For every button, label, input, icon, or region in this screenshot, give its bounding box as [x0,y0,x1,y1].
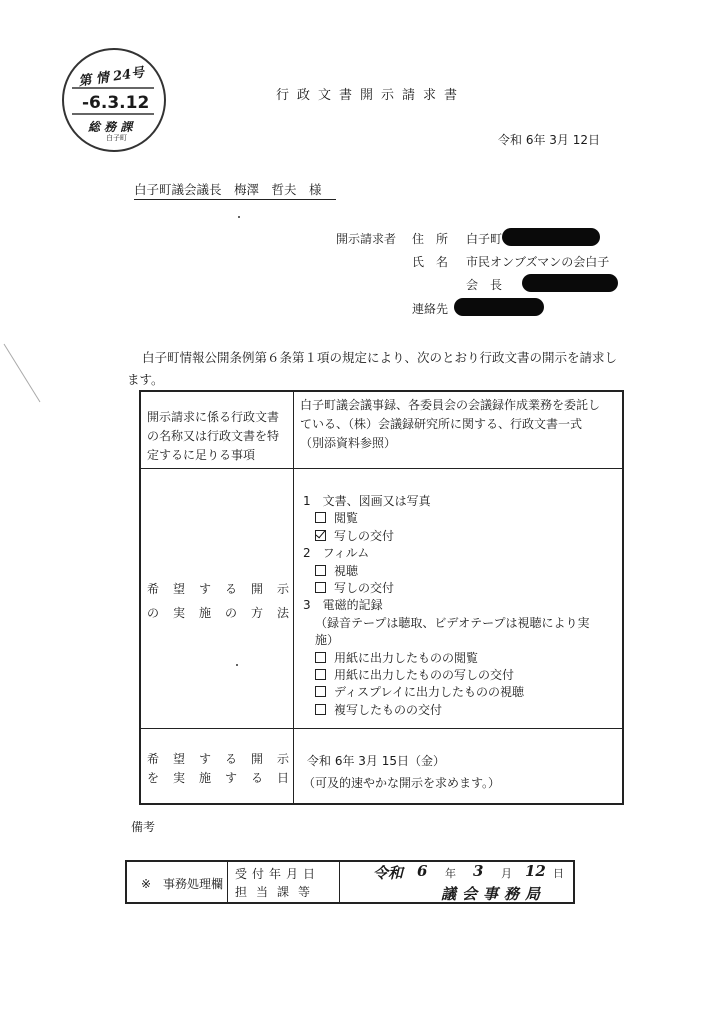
stamp-town: 白子町 [106,134,127,142]
row3-label-line: 希望する開示 [147,752,304,766]
table-row-divider [141,468,622,469]
row1-content [300,396,600,453]
option-label: ディスプレイに出力したものの視聴 [334,685,524,700]
row1-label-line: 定するに足りる事項 [147,448,256,462]
row3-content [303,750,501,794]
office-divider [339,862,340,902]
name-value: 市民オンブズマンの会白子 [466,255,610,269]
request-table [139,390,624,805]
addressee: 白子町議会議長 梅澤 哲夫 様 [134,180,336,200]
disclosure-methods [303,493,590,719]
received-section: 議会事務局 [441,885,547,903]
option-label: 複写したものの交付 [334,702,443,717]
option-row[interactable] [303,702,590,719]
section-note: 施） [315,633,340,648]
option-label: 写しの交付 [334,581,395,596]
row1-label [147,408,279,465]
implementation-date: 令和 6年 3月 15日（金） [307,754,445,768]
intro-line-2: ます。 [127,372,164,387]
option-label: 用紙に出力したものの閲覧 [334,650,479,665]
row2-label-line: の実施の方法 [147,606,304,620]
speck [236,664,238,666]
requester-label: 開示請求者 [336,232,397,246]
option-label: 視聴 [334,563,359,578]
redaction-contact [454,298,544,316]
received-day: 12 [525,862,546,880]
option-row[interactable] [303,650,590,667]
month-unit: 月 [501,867,512,880]
section-heading: 1 文書、図画又は写真 [303,494,431,508]
intro-line-1: 白子町情報公開条例第６条第１項の規定により、次のとおり行政文書の開示を請求し [142,350,618,365]
name-label: 氏 名 [412,255,449,269]
row1-content-line: 白子町議会議事録、各委員会の会議録作成業務を委託し [300,398,601,412]
office-label: ※ 事務処理欄 [141,877,224,891]
document-title: 行政文書開示請求書 [276,88,466,103]
stamp-date: -6.3.12 [82,93,150,113]
office-processing-box [125,860,575,904]
reception-stamp [62,48,166,152]
checkbox-checked[interactable] [315,530,326,541]
day-unit: 日 [553,867,564,880]
section-note: （録音テープは聴取、ビデオテープは視聴により実 [315,615,590,630]
row1-label-line: 開示請求に係る行政文書 [147,410,280,424]
section-heading: 2 フィルム [303,546,370,561]
checkbox[interactable] [315,652,326,663]
option-label: 閲覧 [334,511,359,526]
row1-content-line: ている、（株）会議録研究所に関する、行政文書一式 [300,417,583,431]
scan-mark [0,340,60,410]
redaction-address [502,228,600,246]
received-month: 3 [473,862,484,880]
option-label: 写しの交付 [334,528,395,543]
option-row[interactable] [303,563,590,580]
speck [238,216,240,218]
section-label: 担当課等 [235,885,320,899]
table-row-divider [141,728,622,729]
received-year: 6 [417,862,428,880]
checkbox[interactable] [315,704,326,715]
checkbox[interactable] [315,686,326,697]
checkbox[interactable] [315,582,326,593]
redaction-president [522,274,618,292]
address-value: 白子町 [466,232,503,246]
checkbox[interactable] [315,669,326,680]
option-row[interactable] [303,580,590,597]
role-label: 会 長 [466,278,503,292]
section-heading: 3 電磁的記録 [303,598,383,613]
address-label: 住 所 [412,232,449,246]
row1-label-line: の名称又は行政文書を特 [147,429,280,443]
option-label: 用紙に出力したものの写しの交付 [334,668,515,683]
row3-label-line: を実施する日 [147,771,304,785]
received-date-label: 受付年月日 [235,867,321,881]
row1-content-line: （別添資料参照） [300,436,397,450]
stamp-dept: 総 務 課 [88,120,133,134]
checkbox[interactable] [315,565,326,576]
year-unit: 年 [445,867,456,880]
document-date: 令和 6年 3月 12日 [498,133,600,147]
contact-label: 連絡先 [412,302,449,316]
option-row[interactable] [303,684,590,701]
remarks-label: 備考 [131,820,156,834]
option-row[interactable] [303,667,590,684]
row2-label-line: 希望する開示 [147,582,304,596]
office-divider [227,862,228,902]
received-era: 令和 [373,864,404,882]
row2-label [147,577,303,625]
stamp-number: 第 情 24号 [77,65,146,90]
row3-label [147,750,303,788]
implementation-note: （可及的速やかな開示を求めます。） [303,776,501,790]
option-row[interactable] [303,528,590,545]
option-row[interactable] [303,510,590,527]
checkbox[interactable] [315,512,326,523]
